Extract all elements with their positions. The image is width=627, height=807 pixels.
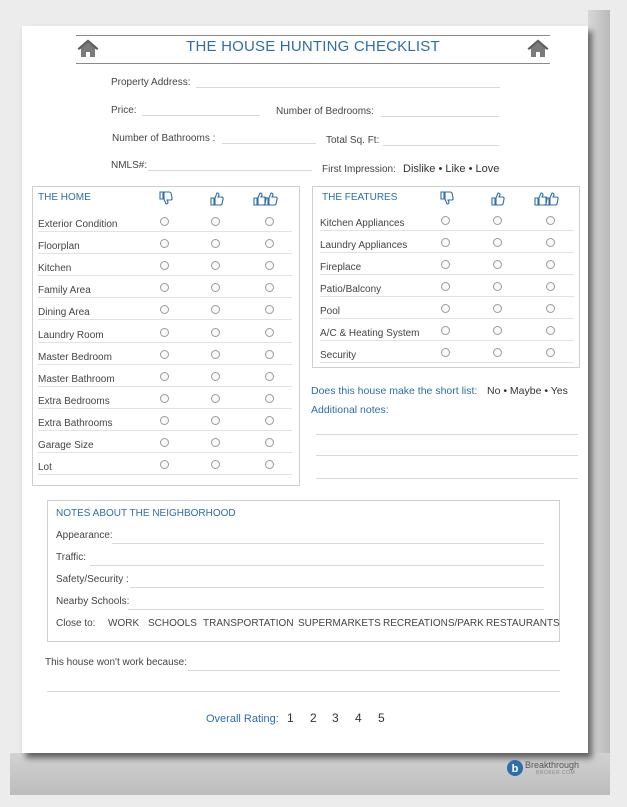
features-dislike-radio[interactable] (441, 282, 450, 291)
features-row-label: Security (320, 350, 357, 361)
rating-4[interactable]: 4 (355, 711, 362, 725)
shortlist-options[interactable]: No • Maybe • Yes (487, 385, 568, 397)
breakthrough-broker-logo (506, 758, 586, 780)
home-row-label: Garage Size (38, 440, 94, 451)
home-love-radio[interactable] (265, 438, 274, 447)
home-dislike-radio[interactable] (160, 416, 169, 425)
property-address-label: Property Address: (111, 77, 191, 88)
home-row-label: Extra Bedrooms (38, 395, 110, 407)
features-row-label: A/C & Heating System (320, 328, 420, 339)
home-love-radio[interactable] (265, 350, 274, 359)
home-like-radio[interactable] (211, 350, 220, 359)
close-to-work[interactable]: WORK (108, 618, 140, 629)
features-dislike-radio[interactable] (441, 348, 450, 357)
features-dislike-radio[interactable] (441, 260, 450, 269)
home-dislike-radio[interactable] (160, 350, 169, 359)
first-impression-label: First Impression: (322, 164, 396, 175)
header-top-rule (76, 35, 550, 36)
home-like-radio[interactable] (211, 328, 220, 337)
shortlist-question: Does this house make the short list: (311, 385, 478, 397)
safety-label: Safety/Security : (56, 574, 129, 585)
home-love-radio[interactable] (265, 394, 274, 403)
features-love-radio[interactable] (546, 216, 555, 225)
close-to-transportation[interactable]: TRANSPORTATION (203, 618, 294, 629)
traffic-label: Traffic: (56, 552, 87, 563)
features-like-radio[interactable] (493, 282, 502, 291)
home-like-radio[interactable] (211, 217, 220, 226)
additional-notes-line[interactable] (316, 455, 578, 456)
home-row-divider (38, 474, 292, 475)
features-love-radio[interactable] (546, 304, 555, 313)
features-love-radio[interactable] (546, 282, 555, 291)
page-shadow-right (588, 10, 610, 795)
home-row-label: Master Bathroom (38, 373, 115, 385)
rating-5[interactable]: 5 (378, 711, 385, 725)
features-like-radio[interactable] (493, 238, 502, 247)
additional-notes-label: Additional notes: (311, 404, 389, 416)
home-row-divider (38, 342, 292, 343)
rating-3[interactable]: 3 (332, 711, 339, 725)
thumbs-up-icon (489, 191, 507, 207)
home-row-label: Exterior Condition (38, 219, 118, 230)
nmls-label: NMLS#: (111, 160, 148, 171)
double-thumbs-up-icon (533, 191, 559, 207)
home-row-label: Lot (38, 462, 52, 474)
close-to-recreations[interactable]: RECREATIONS/PARK (383, 618, 484, 629)
bedrooms-label: Number of Bedrooms: (276, 106, 374, 117)
schools-field[interactable] (128, 609, 544, 610)
features-row-divider (320, 362, 574, 363)
features-row-label: Patio/Balcony (320, 284, 382, 295)
home-row-divider (38, 430, 292, 431)
property-address-field[interactable] (196, 87, 500, 88)
home-like-radio[interactable] (211, 394, 220, 403)
home-dislike-radio[interactable] (160, 438, 169, 447)
features-love-radio[interactable] (546, 326, 555, 335)
home-row-label: Family Area (38, 285, 91, 297)
wont-work-label: This house won't work because: (45, 657, 187, 668)
thumbs-up-icon (208, 191, 226, 207)
schools-label: Nearby Schools: (56, 596, 130, 607)
home-row-label: Floorplan (38, 241, 80, 253)
bathrooms-label: Number of Bathrooms : (112, 133, 216, 144)
total-sqft-field[interactable] (383, 145, 499, 146)
double-thumbs-up-icon (252, 191, 278, 207)
price-label: Price: (111, 105, 137, 116)
features-row-divider (320, 318, 574, 319)
home-row-divider (38, 297, 292, 298)
features-like-radio[interactable] (493, 216, 502, 225)
home-love-radio[interactable] (265, 372, 274, 381)
price-field[interactable] (142, 115, 260, 116)
home-dislike-radio[interactable] (160, 328, 169, 337)
home-row-label: Kitchen (38, 263, 72, 275)
bedrooms-field[interactable] (381, 116, 499, 117)
features-row-label: Kitchen Appliances (320, 218, 405, 229)
home-like-radio[interactable] (211, 438, 220, 447)
features-section-title: THE FEATURES (322, 192, 398, 203)
features-dislike-radio[interactable] (441, 304, 450, 313)
features-like-radio[interactable] (493, 304, 502, 313)
logo-mark-icon (506, 759, 524, 777)
page-title: THE HOUSE HUNTING CHECKLIST (186, 38, 440, 55)
features-row-divider (320, 296, 574, 297)
rating-2[interactable]: 2 (310, 711, 317, 725)
overall-rating-label: Overall Rating: (206, 713, 279, 725)
home-like-radio[interactable] (211, 416, 220, 425)
total-sqft-label: Total Sq. Ft: (326, 135, 380, 146)
features-love-radio[interactable] (546, 260, 555, 269)
close-to-label: Close to: (56, 618, 96, 629)
home-row-divider (38, 319, 292, 320)
features-love-radio[interactable] (546, 238, 555, 247)
features-row-divider (320, 230, 574, 231)
home-like-radio[interactable] (211, 372, 220, 381)
wont-work-field[interactable] (47, 691, 560, 692)
logo-name: Breakthrough (525, 760, 580, 770)
close-to-schools[interactable]: SCHOOLS (148, 618, 197, 629)
additional-notes-line[interactable] (316, 478, 578, 479)
home-row-label: Master Bedroom (38, 351, 112, 363)
home-section-title: THE HOME (38, 192, 91, 203)
home-love-radio[interactable] (265, 328, 274, 337)
close-to-restaurants[interactable]: RESTAURANTS (486, 618, 560, 629)
wont-work-field[interactable] (188, 670, 560, 671)
features-row-divider (320, 340, 574, 341)
home-dislike-radio[interactable] (160, 372, 169, 381)
features-love-radio[interactable] (546, 348, 555, 357)
header-bottom-rule (76, 63, 550, 64)
neighborhood-title: NOTES ABOUT THE NEIGHBORHOOD (56, 508, 236, 519)
home-row-divider (38, 452, 292, 453)
traffic-field[interactable] (90, 565, 544, 566)
features-row-label: Fireplace (320, 262, 362, 273)
home-row-divider (38, 253, 292, 254)
thumbs-down-icon (157, 190, 175, 206)
appearance-label: Appearance: (56, 530, 113, 541)
features-row-divider (320, 252, 574, 253)
nmls-field[interactable] (148, 170, 312, 171)
home-dislike-radio[interactable] (160, 394, 169, 403)
home-row-divider (38, 386, 292, 387)
features-row-label: Pool (320, 306, 341, 317)
home-row-label: Laundry Room (38, 329, 104, 341)
home-dislike-radio[interactable] (160, 217, 169, 226)
features-like-radio[interactable] (493, 326, 502, 335)
features-dislike-radio[interactable] (441, 326, 450, 335)
features-like-radio[interactable] (493, 260, 502, 269)
additional-notes-line[interactable] (316, 434, 578, 435)
safety-field[interactable] (130, 587, 544, 588)
house-icon (527, 39, 549, 59)
bathrooms-field[interactable] (222, 143, 316, 144)
features-row-divider (320, 274, 574, 275)
logo-sub: BROKER.COM (536, 770, 576, 776)
home-love-radio[interactable] (265, 217, 274, 226)
close-to-supermarkets[interactable]: SUPERMARKETS (298, 618, 381, 629)
home-row-divider (38, 275, 292, 276)
features-dislike-radio[interactable] (441, 238, 450, 247)
appearance-field[interactable] (112, 543, 544, 544)
home-row-divider (38, 364, 292, 365)
home-row-divider (38, 231, 292, 232)
features-row-label: Laundry Appliances (320, 240, 408, 251)
features-like-radio[interactable] (493, 348, 502, 357)
features-dislike-radio[interactable] (441, 216, 450, 225)
thumbs-down-icon (438, 190, 456, 206)
rating-1[interactable]: 1 (287, 711, 294, 725)
home-row-label: Extra Bathrooms (38, 417, 113, 429)
svg-text:b: b (511, 763, 519, 775)
first-impression-options[interactable]: Dislike • Like • Love (403, 163, 500, 175)
house-icon (77, 39, 99, 59)
home-love-radio[interactable] (265, 416, 274, 425)
home-row-label: Dining Area (38, 307, 90, 319)
home-row-divider (38, 408, 292, 409)
